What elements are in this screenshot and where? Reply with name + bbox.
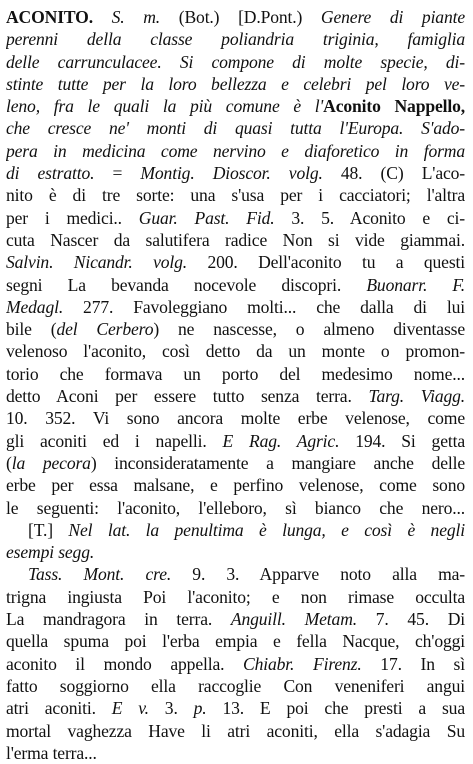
italic-text: Buonarr. F.	[366, 274, 465, 295]
text-line	[6, 28, 465, 50]
text-segment: trigna ingiusta Poi l'aconito; e non rimase occulta	[6, 586, 465, 607]
text-segment: 277. Favoleggiano molti... che dalla di lui	[63, 296, 465, 317]
text-segment: segni La bevanda nocevole discopri.	[6, 274, 367, 295]
text-segment: nito è di tre sorte: una s'usa per i cacciatori; l'altra	[6, 185, 465, 206]
text-segment: ) ne nascesse, o almeno diventasse	[153, 319, 465, 340]
text-line	[6, 608, 465, 630]
italic-text: Tass. Mont. cre.	[28, 564, 172, 585]
italic-text: S. m.	[111, 7, 161, 27]
italic-text: pera in medicina come nervino e diaforetico in forma	[6, 140, 465, 161]
text-segment: 17. In sì	[361, 653, 465, 674]
italic-text: p.	[193, 698, 207, 719]
text-segment: (	[6, 452, 12, 473]
text-line	[6, 630, 465, 652]
text-line	[6, 541, 465, 563]
italic-text: Salvin. Nicandr. volg.	[6, 252, 188, 273]
text-line	[6, 73, 465, 95]
text-segment: 48. (C) L'aco-	[322, 163, 465, 184]
text-segment: 10. 352. Vi sono ancora molte erbe velenose, come	[6, 408, 465, 429]
italic-text: E v.	[111, 698, 149, 719]
italic-text: E Rag. Agric.	[222, 430, 340, 451]
headword-text: ACONITO.	[6, 7, 93, 27]
text-line	[6, 6, 465, 28]
text-line	[6, 430, 465, 452]
text-segment: La mandragora in terra.	[6, 609, 231, 630]
text-line	[6, 519, 465, 541]
text-line	[6, 184, 465, 206]
text-segment: detto Aconi per essere tutto senza terra.	[6, 386, 369, 407]
text-line	[6, 653, 465, 675]
text-line	[6, 586, 465, 608]
text-line	[6, 340, 465, 362]
italic-text: perenni della classe poliandria triginia, famiglia	[6, 29, 465, 50]
text-segment: le seguenti: l'aconito, l'elleboro, sì bianco che nero...	[6, 497, 465, 518]
text-segment: 200. Dell'aconito tu a questi	[187, 252, 465, 273]
italic-text: la pecora	[11, 452, 91, 473]
text-segment: torio che formava un porto del medesimo nome...	[6, 363, 465, 384]
text-segment: per i medici..	[6, 207, 139, 228]
dictionary-entry-aconito	[6, 6, 465, 764]
italic-text: di estratto.	[6, 163, 95, 184]
text-line	[6, 497, 465, 519]
text-segment: atri aconiti.	[6, 698, 112, 719]
text-line	[6, 207, 465, 229]
italic-text: Nel lat. la penultima è lunga, e così è negli	[68, 519, 465, 540]
text-line	[6, 720, 465, 742]
text-segment: 13. E poi che presti a sua	[206, 698, 465, 719]
text-line	[6, 742, 465, 764]
text-segment: bile (	[6, 319, 57, 340]
headword-text: Aconito Nappello,	[323, 96, 465, 117]
text-segment: =	[94, 163, 141, 184]
text-line	[6, 363, 465, 385]
italic-text: Genere di piante	[320, 7, 465, 27]
text-segment: gli aconiti ed i napelli.	[6, 430, 223, 451]
text-line	[6, 563, 465, 585]
italic-text: leno, fra le quali la più comune è l'	[6, 96, 324, 117]
text-line	[6, 407, 465, 429]
italic-text: Montig. Dioscor. volg.	[140, 163, 323, 184]
italic-text: stinte tutte per la loro bellezza e celebri pel loro ve-	[6, 73, 465, 94]
text-line	[6, 274, 465, 296]
italic-text: Medagl.	[6, 296, 64, 317]
text-line	[6, 162, 465, 184]
italic-text: che cresce ne' monti di quasi tutta l'Europa. S'ado-	[6, 118, 465, 139]
italic-text: Chiabr. Firenz.	[243, 653, 362, 674]
text-segment: erbe per essa malsane, e perfino velenose, come sono	[6, 475, 465, 496]
italic-text: Guar. Past. Fid.	[138, 207, 275, 228]
text-segment	[93, 7, 112, 27]
text-segment: 194. Si getta	[339, 430, 465, 451]
text-line	[6, 296, 465, 318]
text-line	[6, 697, 465, 719]
text-segment: 3. 5. Aconito e ci-	[274, 207, 465, 228]
text-line	[6, 385, 465, 407]
text-line	[6, 229, 465, 251]
text-segment: [T.]	[28, 519, 69, 540]
text-line	[6, 51, 465, 73]
text-segment: aconito il mondo appella.	[6, 653, 244, 674]
italic-text: Targ. Viagg.	[368, 386, 465, 407]
text-segment: ) inconsideratamente a mangiare anche delle	[90, 452, 465, 473]
text-line	[6, 117, 465, 139]
text-segment: fatto soggiorno ella raccoglie Con veneniferi angui	[6, 675, 465, 696]
italic-text: Anguill. Metam.	[230, 609, 357, 630]
text-line	[6, 474, 465, 496]
text-segment: cuta Nascer da salutifera radice Non si vide giammai.	[6, 229, 465, 250]
text-line	[6, 95, 465, 117]
text-line	[6, 675, 465, 697]
text-segment: velenoso l'aconito, così detto da un monte o promon-	[6, 341, 465, 362]
text-segment: mortal vaghezza Have li atri aconiti, ella s'adagia Su	[6, 720, 465, 741]
text-segment: 3.	[148, 698, 194, 719]
text-line	[6, 318, 465, 340]
text-line	[6, 140, 465, 162]
text-segment: l'erma terra...	[6, 742, 97, 763]
italic-text: del Cerbero	[56, 319, 154, 340]
text-line	[6, 251, 465, 273]
text-segment: (Bot.) [D.Pont.)	[160, 7, 321, 27]
text-segment: 9. 3. Apparve noto alla ma-	[171, 564, 465, 585]
text-segment: quella spuma poi l'erba empia e fella Nacque, ch'oggi	[6, 631, 465, 652]
italic-text: delle carrunculacee. Si compone di molte specie, di-	[6, 51, 465, 72]
text-line	[6, 452, 465, 474]
text-segment: 7. 45. Di	[357, 609, 465, 630]
italic-text: esempi segg.	[6, 542, 95, 563]
